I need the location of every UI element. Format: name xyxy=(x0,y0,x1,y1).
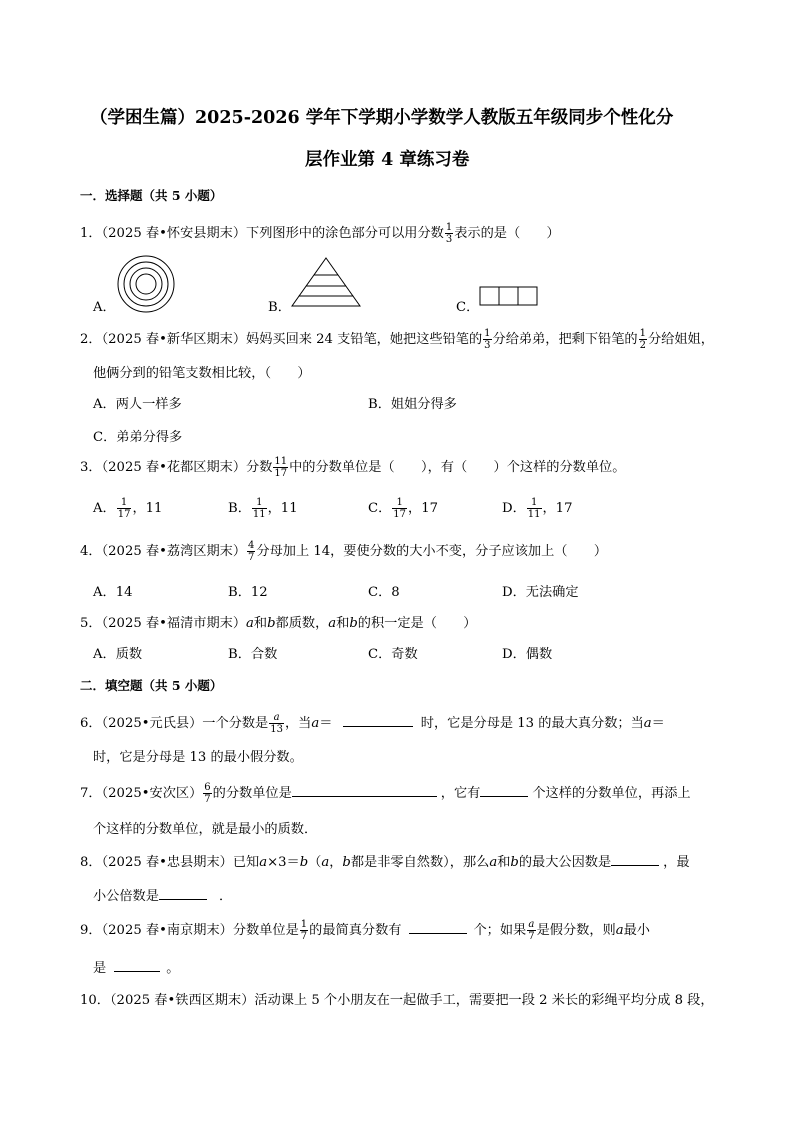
concentric-circles-figure xyxy=(116,254,176,314)
answer-blank[interactable] xyxy=(480,784,528,797)
question-2-stem-mid: 分给弟弟，把剩下铅笔的 xyxy=(492,332,638,347)
question-10: 10．（2025 春•铁西区期末）活动课上 5 个小朋友在一起做手工，需要把一段 2 米长的彩绳平均分成 8 段， xyxy=(80,993,714,1008)
fraction: $\frac{11}{17}$ xyxy=(274,456,288,479)
option-a[interactable]: A．14 xyxy=(93,585,133,600)
fraction: $\frac{4}{7}$ xyxy=(248,540,255,563)
fraction: $\frac{1}{3}$ xyxy=(445,222,453,245)
option-b[interactable]: B．12 xyxy=(228,585,268,600)
option-a[interactable]: A． $\frac{1}{17}$ ，11 xyxy=(93,497,163,520)
fraction: $\frac{1}{11}$ xyxy=(527,497,541,520)
question-6: 6．（2025•元氏县）一个分数是 $\frac{a}{13}$ ，当a＝ 时，它是分母是 13 的最大真分数；当a＝ xyxy=(80,712,665,735)
section-heading-fill: 二．填空题（共 5 小题） xyxy=(80,678,223,693)
question-3-stem-end: 中的分数单位是（ ），有（ ）个这样的分数单位。 xyxy=(289,460,626,475)
option-a[interactable]: A．质数 xyxy=(93,647,143,662)
option-a-label[interactable]: A． xyxy=(93,300,116,315)
option-d[interactable]: D．无法确定 xyxy=(502,585,579,600)
question-1-stem-end: 表示的是（ ） xyxy=(454,226,560,241)
fraction: $\frac{1}{17}$ xyxy=(117,497,131,520)
option-c[interactable]: C．弟弟分得多 xyxy=(93,430,183,445)
question-3-stem: 3．（2025 春•花都区期末）分数 xyxy=(80,460,273,475)
question-8-line-2: 小公倍数是 ． xyxy=(93,889,233,904)
question-9: 9．（2025 春•南京期末）分数单位是 $\frac{1}{7}$ 的最简真分数有 个；如果 $\frac{a}{7}$ 是假分数，则a最小 xyxy=(80,919,650,942)
section-heading-choice: 一．选择题（共 5 小题） xyxy=(80,188,223,203)
fraction: $\frac{1}{11}$ xyxy=(252,497,266,520)
option-b[interactable]: B．合数 xyxy=(228,647,278,662)
page-title-line-1: （学困生篇）2025-2026 学年下学期小学数学人教版五年级同步个性化分 xyxy=(90,108,674,128)
option-d[interactable]: D． $\frac{1}{11}$ ，17 xyxy=(502,497,573,520)
question-6-line-2: 时，它是分母是 13 的最小假分数。 xyxy=(93,750,303,765)
question-7: 7．（2025•安次区） $\frac{6}{7}$ 的分数单位是 ，它有 个这样的分数单位，再添上 xyxy=(80,782,691,805)
option-b[interactable]: B． $\frac{1}{11}$ ，11 xyxy=(228,497,298,520)
question-7-line-2: 个这样的分数单位，就是最小的质数． xyxy=(93,822,318,837)
question-2 xyxy=(80,328,714,351)
option-c[interactable]: C．8 xyxy=(368,585,400,600)
fraction: $\frac{a}{7}$ xyxy=(528,919,535,942)
fraction: $\frac{1}{17}$ xyxy=(393,497,407,520)
answer-blank[interactable] xyxy=(159,887,207,900)
question-4 xyxy=(80,540,607,563)
question-2-stem: 2．（2025 春•新华区期末）妈妈买回来 24 支铅笔，她把这些铅笔的 xyxy=(80,332,483,347)
option-b-label[interactable]: B． xyxy=(268,300,291,315)
question-2-line-2: 他俩分到的铅笔支数相比较，（ ） xyxy=(93,366,311,381)
rectangle-figure xyxy=(479,286,539,307)
question-2-stem-end: 分给姐姐， xyxy=(647,332,714,347)
question-1-stem: 1．（2025 春•怀安县期末）下列图形中的涂色部分可以用分数 xyxy=(80,226,444,241)
question-9-line-2: 是 。 xyxy=(93,961,180,976)
page-title-line-2: 层作业第 4 章练习卷 xyxy=(305,150,470,170)
option-c[interactable]: C． $\frac{1}{17}$ ，17 xyxy=(368,497,438,520)
option-c[interactable]: C．奇数 xyxy=(368,647,418,662)
option-c-label[interactable]: C． xyxy=(456,300,480,315)
question-3 xyxy=(80,456,625,479)
question-5: 5．（2025 春•福清市期末）a和b都质数，a和b的积一定是（ ） xyxy=(80,616,477,631)
question-4-stem: 4．（2025 春•荔湾区期末） xyxy=(80,544,247,559)
option-d[interactable]: D．偶数 xyxy=(502,647,553,662)
question-1 xyxy=(80,222,560,245)
option-b[interactable]: B．姐姐分得多 xyxy=(368,397,457,412)
answer-blank[interactable] xyxy=(343,714,413,727)
option-a[interactable]: A．两人一样多 xyxy=(93,397,182,412)
fraction: $\frac{1}{3}$ xyxy=(484,328,491,351)
answer-blank[interactable] xyxy=(292,784,437,797)
triangle-figure xyxy=(290,256,362,308)
question-4-stem-end: 分母加上 14，要使分数的大小不变，分子应该加上（ ） xyxy=(256,544,608,559)
fraction: $\frac{1}{2}$ xyxy=(639,328,646,351)
fraction: $\frac{6}{7}$ xyxy=(204,782,211,805)
answer-blank[interactable] xyxy=(611,853,659,866)
fraction: $\frac{1}{7}$ xyxy=(300,919,308,942)
fraction: $\frac{a}{13}$ xyxy=(270,712,283,735)
question-8: 8．（2025 春•忠县期末）已知a×3＝b（a，b都是非零自然数），那么a和b的最大公因数是 ，最 xyxy=(80,855,690,870)
answer-blank[interactable] xyxy=(114,959,160,972)
answer-blank[interactable] xyxy=(409,921,467,934)
